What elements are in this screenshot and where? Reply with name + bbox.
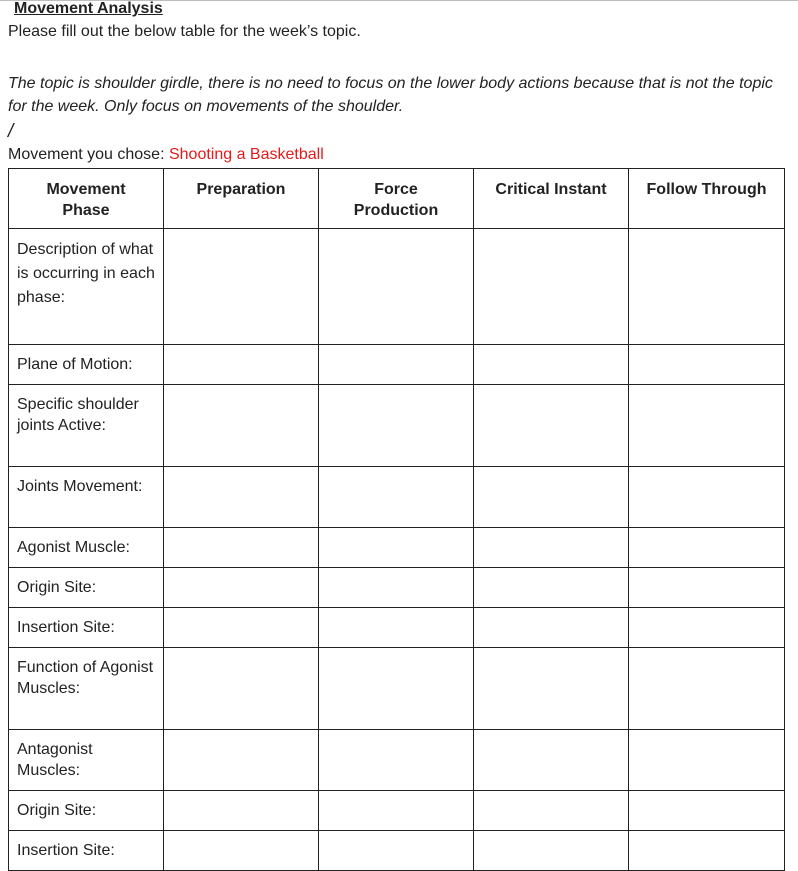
table-cell[interactable] bbox=[629, 467, 785, 528]
table-cell[interactable] bbox=[319, 608, 474, 648]
table-cell[interactable] bbox=[164, 528, 319, 568]
table-cell[interactable] bbox=[474, 229, 629, 345]
table-row bbox=[9, 467, 785, 528]
table-cell[interactable] bbox=[164, 791, 319, 831]
row-label-antagonist-muscles: Antagonist Muscles: bbox=[9, 730, 164, 791]
table-cell[interactable] bbox=[474, 568, 629, 608]
table-cell[interactable] bbox=[164, 467, 319, 528]
table-cell[interactable] bbox=[629, 831, 785, 871]
table-cell[interactable] bbox=[319, 648, 474, 730]
table-cell[interactable] bbox=[319, 385, 474, 467]
row-label-insertion-site-2: Insertion Site: bbox=[9, 831, 164, 871]
header-force-production: Force Production bbox=[319, 169, 474, 229]
table-cell[interactable] bbox=[319, 467, 474, 528]
table-cell[interactable] bbox=[474, 345, 629, 385]
header-critical-instant: Critical Instant bbox=[474, 169, 629, 229]
table-cell[interactable] bbox=[629, 648, 785, 730]
table-cell[interactable] bbox=[629, 345, 785, 385]
table-cell[interactable] bbox=[629, 730, 785, 791]
row-label-origin-site: Origin Site: bbox=[9, 568, 164, 608]
row-label-joints-movement: Joints Movement: bbox=[9, 467, 164, 528]
row-label-insertion-site: Insertion Site: bbox=[9, 608, 164, 648]
text-cursor-mark: / bbox=[8, 121, 14, 142]
table-cell[interactable] bbox=[164, 730, 319, 791]
movement-chosen-value[interactable]: Shooting a Basketball bbox=[168, 146, 324, 163]
movement-chosen-line bbox=[8, 145, 324, 165]
table-cell[interactable] bbox=[629, 385, 785, 467]
topic-note: The topic is shoulder girdle, there is no need to focus on the lower body actions because that is not the topic for the week. Only focus on movements of the shoulder. bbox=[8, 75, 773, 115]
table-cell[interactable] bbox=[319, 568, 474, 608]
table-cell[interactable] bbox=[474, 528, 629, 568]
row-label-plane-of-motion: Plane of Motion: bbox=[9, 345, 164, 385]
table-row bbox=[9, 791, 785, 831]
table-cell[interactable] bbox=[164, 229, 319, 345]
row-label-function-agonist: Function of Agonist Muscles: bbox=[9, 648, 164, 730]
table-row bbox=[9, 831, 785, 871]
table-cell[interactable] bbox=[164, 831, 319, 871]
table-cell[interactable] bbox=[164, 648, 319, 730]
table-cell[interactable] bbox=[629, 568, 785, 608]
table-cell[interactable] bbox=[629, 229, 785, 345]
table-cell[interactable] bbox=[319, 730, 474, 791]
table-cell[interactable] bbox=[629, 791, 785, 831]
table-cell[interactable] bbox=[319, 831, 474, 871]
header-movement-phase: Movement Phase bbox=[9, 169, 164, 229]
table-row bbox=[9, 345, 785, 385]
table-cell[interactable] bbox=[164, 385, 319, 467]
table-cell[interactable] bbox=[164, 568, 319, 608]
table-row bbox=[9, 528, 785, 568]
table-cell[interactable] bbox=[319, 791, 474, 831]
table-row bbox=[9, 648, 785, 730]
table-cell[interactable] bbox=[474, 831, 629, 871]
table-row bbox=[9, 385, 785, 467]
table-cell[interactable] bbox=[629, 528, 785, 568]
header-preparation: Preparation bbox=[164, 169, 319, 229]
table-cell[interactable] bbox=[474, 385, 629, 467]
row-label-origin-site-2: Origin Site: bbox=[9, 791, 164, 831]
movement-analysis-table bbox=[8, 168, 785, 871]
table-cell[interactable] bbox=[319, 528, 474, 568]
row-label-agonist-muscle: Agonist Muscle: bbox=[9, 528, 164, 568]
table-row bbox=[9, 229, 785, 345]
table-cell[interactable] bbox=[629, 608, 785, 648]
row-label-description: Description of what is occurring in each phase: bbox=[9, 229, 164, 345]
table-cell[interactable] bbox=[164, 345, 319, 385]
table-cell[interactable] bbox=[319, 345, 474, 385]
row-label-specific-joints: Specific shoulder joints Active: bbox=[9, 385, 164, 467]
document-title: Movement Analysis bbox=[14, 0, 163, 17]
table-cell[interactable] bbox=[474, 467, 629, 528]
table-cell[interactable] bbox=[474, 791, 629, 831]
table-cell[interactable] bbox=[474, 730, 629, 791]
header-follow-through: Follow Through bbox=[629, 169, 785, 229]
table-header-row bbox=[9, 169, 785, 229]
movement-chosen-label: Movement you chose: bbox=[8, 146, 169, 163]
table-cell[interactable] bbox=[474, 648, 629, 730]
table-cell[interactable] bbox=[319, 229, 474, 345]
table-row bbox=[9, 568, 785, 608]
instructions-text: Please fill out the below table for the week’s topic. bbox=[8, 23, 361, 40]
table-row bbox=[9, 608, 785, 648]
table-cell[interactable] bbox=[164, 608, 319, 648]
table-cell[interactable] bbox=[474, 608, 629, 648]
table-row bbox=[9, 730, 785, 791]
